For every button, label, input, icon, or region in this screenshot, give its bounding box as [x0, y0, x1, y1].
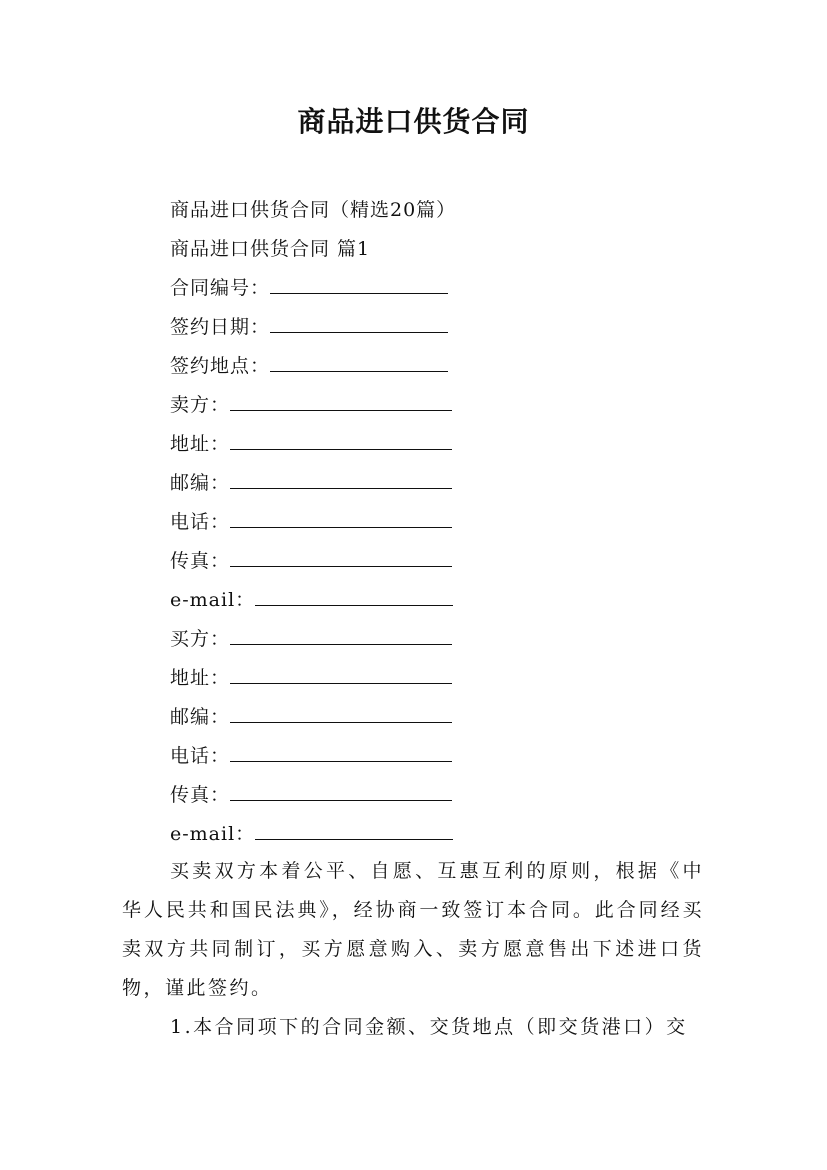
field-seller-fax — [170, 542, 710, 581]
blank-line — [230, 511, 452, 528]
field-label: 电话： — [170, 511, 231, 533]
field-label: 签约地点： — [170, 355, 271, 377]
blank-line — [230, 433, 452, 450]
field-buyer-email — [170, 815, 710, 854]
field-seller-email — [170, 581, 710, 620]
blank-line — [230, 550, 452, 567]
field-label: 签约日期： — [170, 316, 271, 338]
blank-line — [270, 316, 448, 333]
field-buyer-fax — [170, 776, 710, 815]
blank-line — [230, 706, 452, 723]
field-seller-phone — [170, 503, 710, 542]
field-sign-place — [170, 347, 710, 386]
blank-line — [230, 394, 452, 411]
blank-line — [270, 355, 448, 372]
blank-line — [230, 784, 452, 801]
document-subtitle: 商品进口供货合同（精选20篇） — [170, 199, 457, 221]
blank-line — [230, 628, 452, 645]
field-label: 传真： — [170, 784, 231, 806]
field-label: e-mail： — [170, 823, 256, 845]
section-heading: 商品进口供货合同 篇1 — [170, 238, 371, 260]
field-label: e-mail： — [170, 589, 256, 611]
field-buyer — [170, 620, 710, 659]
blank-line — [230, 667, 452, 684]
field-buyer-phone — [170, 737, 710, 776]
field-label: 地址： — [170, 667, 231, 689]
field-label: 地址： — [170, 433, 231, 455]
blank-line — [270, 277, 448, 294]
field-contract-no — [170, 269, 710, 308]
field-label: 卖方： — [170, 394, 231, 416]
field-seller-postcode — [170, 464, 710, 503]
blank-line — [230, 472, 452, 489]
field-seller-address — [170, 425, 710, 464]
paragraph-clause-1: 1.本合同项下的合同金额、交货地点（即交货港口）交 — [170, 1016, 688, 1038]
field-label: 邮编： — [170, 472, 231, 494]
field-label: 电话： — [170, 745, 231, 767]
field-buyer-postcode — [170, 698, 710, 737]
blank-line — [255, 589, 453, 606]
blank-line — [255, 823, 453, 840]
paragraph-intro: 买卖双方本着公平、自愿、互惠互利的原则，根据《中华人民共和国民法典》，经协商一致签订本合同。此合同经买卖双方共同制订，买方愿意购入、卖方愿意售出下述进口货物，谨此签约。 — [122, 860, 704, 999]
field-buyer-address — [170, 659, 710, 698]
document-title: 商品进口供货合同 — [297, 105, 530, 138]
blank-line — [230, 745, 452, 762]
field-label: 合同编号： — [170, 277, 271, 299]
field-label: 邮编： — [170, 706, 231, 728]
field-label: 传真： — [170, 550, 231, 572]
field-seller — [170, 386, 710, 425]
form-fields — [170, 191, 710, 854]
field-label: 买方： — [170, 628, 231, 650]
field-sign-date — [170, 308, 710, 347]
